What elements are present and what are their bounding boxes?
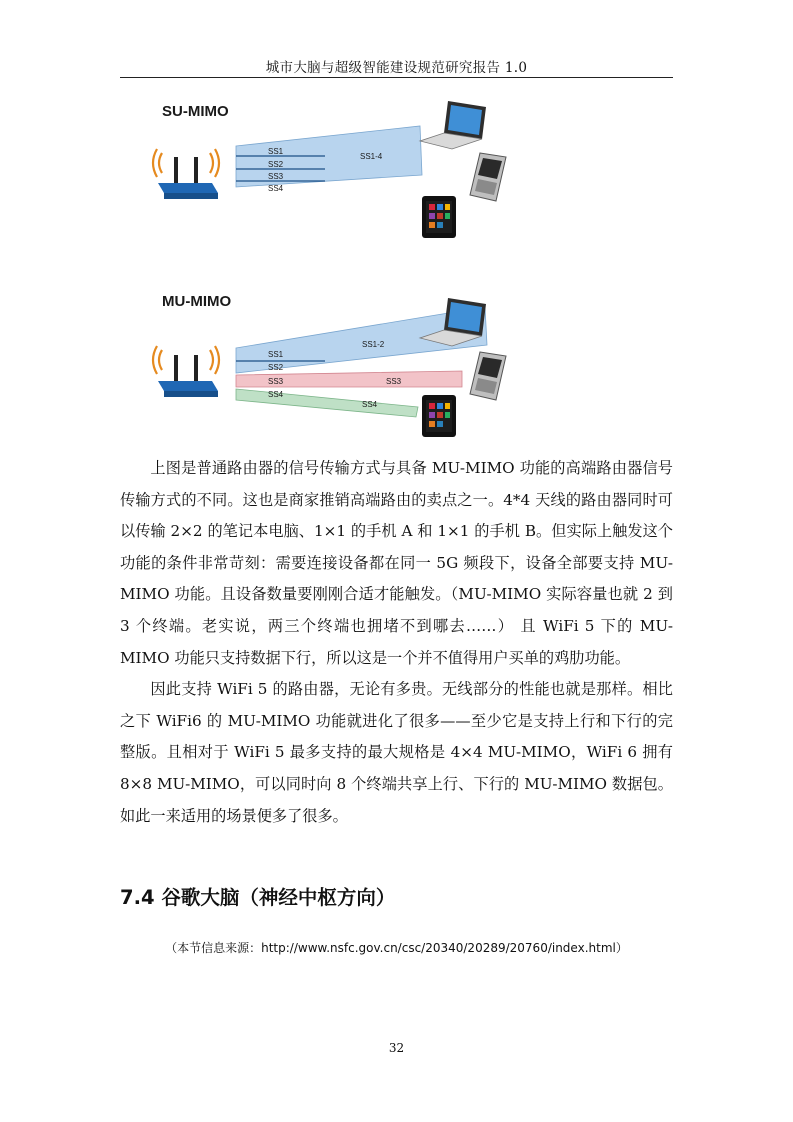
paragraph-2: 因此支持 WiFi 5 的路由器，无论有多贵。无线部分的性能也就是那样。相比之下 WiFi6 的 MU-MIMO 功能就进化了很多——至少它是支持上行和下行的完整版。且相对于 WiFi 5 最多支持的最大规格是 4×4 MU-MIMO，WiFi 6 拥有 8×8 MU-MIMO，可以同时向 8 个终端共享上行、下行的 MU-MIMO 数据包。如此一来适用的场景便多了很多。 (120, 680, 673, 825)
mu-mimo-title: MU-MIMO (162, 293, 232, 310)
router-su-icon (153, 149, 219, 199)
source-note: （本节信息来源：http://www.nsfc.gov.cn/csc/20340/20289/20760/index.html） (165, 941, 628, 955)
pda-phone-mu-icon (470, 352, 506, 400)
smartphone-su-icon (422, 196, 456, 238)
mu-stream-label-1: SS1 (268, 350, 284, 359)
su-stream-label-1: SS1 (268, 147, 284, 156)
page-number: 32 (388, 1041, 405, 1055)
paragraph-1: 上图是普通路由器的信号传输方式与具备 MU-MIMO 功能的高端路由器信号传输方式的不同。这也是商家推销高端路由的卖点之一。4*4 天线的路由器同时可以传输 2×2 的笔记本电脑、1×1 的手机 A 和 1×1 的手机 B。但实际上触发这个功能的条件非常苛刻：需要连接设备都在同一 5G 频段下，设备全部要支持 MU-MIMO 功能。且设备数量要刚刚合适才能触发。（MU-MIMO 实际容量也就 2 到 3 个终端。老实说，两三个终端也拥堵不到哪去……） 且 WiFi 5 下的 MU-MIMO 功能只支持数据下行，所以这是一个并不值得用户买单的鸡肋功能。 (120, 459, 673, 667)
section-heading: 7.4 谷歌大脑（神经中枢方向） (120, 886, 396, 909)
router-mu-icon (153, 346, 219, 397)
su-stream-label-3: SS3 (268, 172, 284, 181)
laptop-su-icon (420, 101, 486, 149)
header-rule (120, 77, 673, 78)
mu-phone-b-label: SS4 (362, 400, 378, 409)
mimo-figure (150, 95, 530, 440)
su-stream-label-4: SS4 (268, 184, 284, 193)
smartphone-mu-icon (422, 395, 456, 437)
running-header: 城市大脑与超级智能建设规范研究报告 1.0 (265, 60, 528, 76)
pda-phone-su-icon (470, 153, 506, 201)
su-stream-label-2: SS2 (268, 160, 284, 169)
mu-laptop-label: SS1-2 (362, 340, 385, 349)
mu-phone-b-beam (236, 389, 418, 417)
mu-stream-label-2: SS2 (268, 363, 284, 372)
body-text (120, 453, 673, 832)
su-mimo-title: SU-MIMO (162, 103, 229, 120)
mu-stream-label-3: SS3 (268, 377, 284, 386)
mu-phone-a-label: SS3 (386, 377, 402, 386)
su-combined-label: SS1-4 (360, 152, 383, 161)
mu-stream-label-4: SS4 (268, 390, 284, 399)
